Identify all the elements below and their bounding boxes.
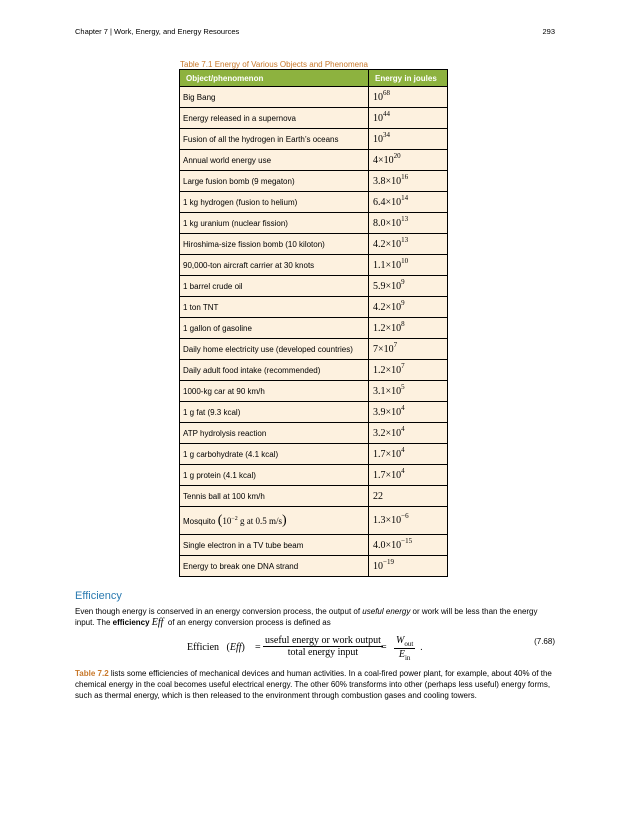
object-text: Daily adult food intake (recommended)	[183, 365, 321, 375]
object-cell	[180, 318, 369, 339]
energy-exponent: 68	[383, 88, 390, 97]
energy-exponent: 16	[401, 172, 409, 181]
table-row	[180, 129, 448, 150]
object-text: 1000-kg car at 90 km/h	[183, 386, 265, 396]
energy-cell	[369, 297, 448, 318]
energy-exponent: −19	[383, 557, 394, 566]
energy-cell	[369, 108, 448, 129]
object-cell	[180, 297, 369, 318]
fraction-words	[263, 635, 383, 658]
table-body	[180, 87, 448, 577]
table-row	[180, 171, 448, 192]
object-cell	[180, 360, 369, 381]
fraction-denominator	[394, 649, 415, 662]
object-text: Daily home electricity use (developed countries)	[183, 344, 353, 354]
equation-number: (7.68)	[534, 637, 555, 646]
energy-cell	[369, 556, 448, 577]
object-cell	[180, 423, 369, 444]
detail-rest: g at 0.5 m/s	[237, 515, 283, 526]
energy-cell	[369, 339, 448, 360]
energy-exponent: 34	[383, 130, 390, 139]
energy-exponent: −15	[401, 536, 413, 545]
text-run: or work will be less than the energy input. The	[75, 607, 538, 627]
object-text: 1 gallon of gasoline	[183, 323, 252, 333]
object-text: 1 ton TNT	[183, 302, 219, 312]
object-cell	[180, 255, 369, 276]
section-title: Efficiency	[75, 590, 122, 602]
object-cell	[180, 556, 369, 577]
equation-word: Efficien	[187, 642, 220, 653]
table-row	[180, 213, 448, 234]
table-row	[180, 318, 448, 339]
object-text: Single electron in a TV tube beam	[183, 540, 304, 550]
energy-cell	[369, 213, 448, 234]
energy-cell	[369, 171, 448, 192]
symbol-w: W	[396, 635, 405, 646]
table-caption: Table 7.1 Energy of Various Objects and Phenomena	[180, 60, 368, 69]
column-header-object: Object/phenomenon	[180, 70, 369, 87]
table-row	[180, 276, 448, 297]
equals-sign: =	[255, 642, 261, 653]
energy-mantissa: 1.2×10	[373, 364, 402, 376]
object-cell	[180, 213, 369, 234]
emphasis-text: useful energy	[362, 607, 411, 616]
object-cell	[180, 486, 369, 507]
table-row	[180, 486, 448, 507]
table-row	[180, 255, 448, 276]
energy-mantissa: 10	[373, 112, 383, 124]
object-text: Energy released in a supernova	[183, 113, 296, 123]
table-row	[180, 556, 448, 577]
fraction-denominator: total energy input	[287, 647, 359, 658]
energy-table	[179, 69, 448, 577]
object-cell	[180, 276, 369, 297]
object-cell	[180, 234, 369, 255]
energy-mantissa: 6.4×10	[373, 196, 402, 208]
table-row	[180, 381, 448, 402]
energy-exponent: 8	[401, 319, 405, 328]
equation-lhs: Efficien (Eff)	[187, 642, 245, 653]
table-row	[180, 507, 448, 535]
energy-cell	[369, 234, 448, 255]
energy-cell	[369, 381, 448, 402]
energy-exponent: 9	[401, 277, 405, 286]
object-text: ATP hydrolysis reaction	[183, 428, 267, 438]
energy-cell	[369, 360, 448, 381]
text-run: Even though energy is conserved in an energy conversion process, the output of	[75, 607, 363, 616]
table-row	[180, 535, 448, 556]
energy-mantissa: 5.9×10	[373, 280, 402, 292]
object-text: Large fusion bomb (9 megaton)	[183, 176, 295, 186]
object-cell	[180, 535, 369, 556]
object-text: Energy to break one DNA strand	[183, 561, 299, 571]
object-text: 1 g protein (4.1 kcal)	[183, 470, 256, 480]
energy-exponent: 9	[401, 298, 405, 307]
object-text: Mosquito	[183, 516, 216, 526]
energy-exponent: 44	[383, 109, 390, 118]
fraction-symbols	[394, 635, 415, 662]
energy-cell	[369, 444, 448, 465]
energy-mantissa: 7×10	[373, 343, 394, 355]
energy-cell	[369, 255, 448, 276]
energy-mantissa: 10	[373, 91, 383, 103]
energy-cell	[369, 535, 448, 556]
table-row	[180, 402, 448, 423]
energy-cell	[369, 423, 448, 444]
table-reference-paragraph	[75, 668, 555, 701]
table-row	[180, 192, 448, 213]
energy-mantissa: 1.7×10	[373, 448, 402, 460]
energy-mantissa: 10	[373, 560, 383, 572]
object-text: Annual world energy use	[183, 155, 272, 165]
term-efficiency: efficiency	[112, 618, 150, 627]
energy-cell	[369, 318, 448, 339]
energy-mantissa: 10	[373, 133, 383, 145]
object-text: 1 g fat (9.3 kcal)	[183, 407, 241, 417]
object-text: Tennis ball at 100 km/h	[183, 491, 265, 501]
energy-mantissa: 8.0×10	[373, 217, 402, 229]
object-text: 90,000-ton aircraft carrier at 30 knots	[183, 260, 315, 270]
energy-cell	[369, 276, 448, 297]
energy-mantissa: 4.0×10	[373, 539, 402, 551]
table-row	[180, 444, 448, 465]
energy-mantissa: 1.1×10	[373, 259, 402, 271]
page-number: 293	[542, 27, 555, 36]
table-row	[180, 234, 448, 255]
object-cell	[180, 339, 369, 360]
text-run: lists some efficiencies of mechanical devices and human activities. In a coal-fired power plant, for example, about 40% of the chemical energy in the coal becomes useful electrical energy. The other 60% transforms into other (perhaps less useful) energy forms, such as thermal energy, which is then released to the environment through combustion gases and cooling towers.	[75, 669, 552, 700]
object-text: 1 kg uranium (nuclear fission)	[183, 218, 288, 228]
detail-exponent: −2	[231, 515, 238, 522]
energy-cell	[369, 486, 448, 507]
table-header-row	[180, 70, 448, 87]
energy-exponent: 4	[401, 403, 405, 412]
energy-cell	[369, 87, 448, 108]
energy-mantissa: 1.3×10	[373, 515, 402, 526]
object-text: Fusion of all the hydrogen in Earth’s oceans	[183, 134, 339, 144]
energy-mantissa: 3.8×10	[373, 175, 402, 187]
energy-mantissa: 3.9×10	[373, 406, 402, 418]
energy-mantissa: 1.7×10	[373, 469, 402, 481]
energy-mantissa: 4.2×10	[373, 301, 402, 313]
subscript-in: in	[404, 654, 411, 662]
table-row	[180, 87, 448, 108]
table-row	[180, 465, 448, 486]
energy-exponent: 4	[401, 466, 405, 475]
object-cell	[180, 150, 369, 171]
equation-symbol: Eff	[229, 642, 242, 653]
energy-cell	[369, 465, 448, 486]
object-cell	[180, 171, 369, 192]
energy-exponent: 14	[401, 193, 409, 202]
fraction-numerator: useful energy or work output	[265, 635, 381, 646]
object-text: 1 barrel crude oil	[183, 281, 243, 291]
energy-mantissa: 4.2×10	[373, 238, 402, 250]
fraction-numerator	[394, 635, 415, 649]
object-cell	[180, 444, 369, 465]
energy-cell	[369, 507, 448, 535]
energy-mantissa: 4×10	[373, 154, 394, 166]
energy-cell	[369, 129, 448, 150]
symbol-eff: Eff	[151, 617, 164, 628]
object-text: Big Bang	[183, 92, 216, 102]
energy-exponent: 13	[401, 235, 409, 244]
energy-cell	[369, 402, 448, 423]
energy-exponent: 13	[401, 214, 409, 223]
energy-mantissa: 22	[373, 490, 383, 502]
energy-exponent: 4	[401, 445, 405, 454]
period: .	[420, 642, 423, 653]
energy-exponent: −6	[401, 512, 409, 520]
object-text: Hiroshima-size fission bomb (10 kiloton)	[183, 239, 325, 249]
subscript-out: out	[404, 640, 414, 648]
mosquito-detail: ($10^{-2}$ g at 0.5 m/s)	[217, 512, 287, 528]
object-cell	[180, 129, 369, 150]
equals-sign: =	[381, 642, 387, 653]
energy-mantissa: 3.2×10	[373, 427, 402, 439]
chapter-title: Chapter 7 | Work, Energy, and Energy Resources	[75, 27, 240, 36]
object-cell	[180, 402, 369, 423]
energy-mantissa: 3.1×10	[373, 385, 402, 397]
efficiency-equation	[75, 635, 555, 665]
energy-cell	[369, 150, 448, 171]
table-row	[180, 108, 448, 129]
efficiency-paragraph	[75, 606, 555, 628]
table-row	[180, 297, 448, 318]
energy-exponent: 7	[393, 340, 398, 349]
text-run: of an energy conversion process is defined as	[165, 618, 331, 627]
energy-cell	[369, 192, 448, 213]
energy-exponent: 10	[401, 256, 409, 265]
energy-exponent: 7	[401, 361, 405, 370]
energy-mantissa: 1.2×10	[373, 322, 402, 334]
table-row	[180, 150, 448, 171]
column-header-energy: Energy in joules	[369, 70, 448, 87]
object-cell	[180, 381, 369, 402]
object-cell	[180, 87, 369, 108]
page-header	[75, 27, 555, 39]
table-row	[180, 423, 448, 444]
table-row	[180, 360, 448, 381]
object-cell	[180, 507, 369, 535]
symbol-e: E	[398, 649, 405, 660]
object-cell	[180, 465, 369, 486]
object-text: 1 g carbohydrate (4.1 kcal)	[183, 449, 279, 459]
detail-base: 10	[222, 515, 232, 526]
object-cell	[180, 192, 369, 213]
table-link[interactable]: Table 7.2	[75, 669, 109, 678]
object-cell	[180, 108, 369, 129]
energy-exponent: 20	[393, 151, 401, 160]
object-text: 1 kg hydrogen (fusion to helium)	[183, 197, 298, 207]
energy-exponent: 4	[401, 424, 405, 433]
table-row	[180, 339, 448, 360]
energy-exponent: 5	[401, 382, 405, 391]
